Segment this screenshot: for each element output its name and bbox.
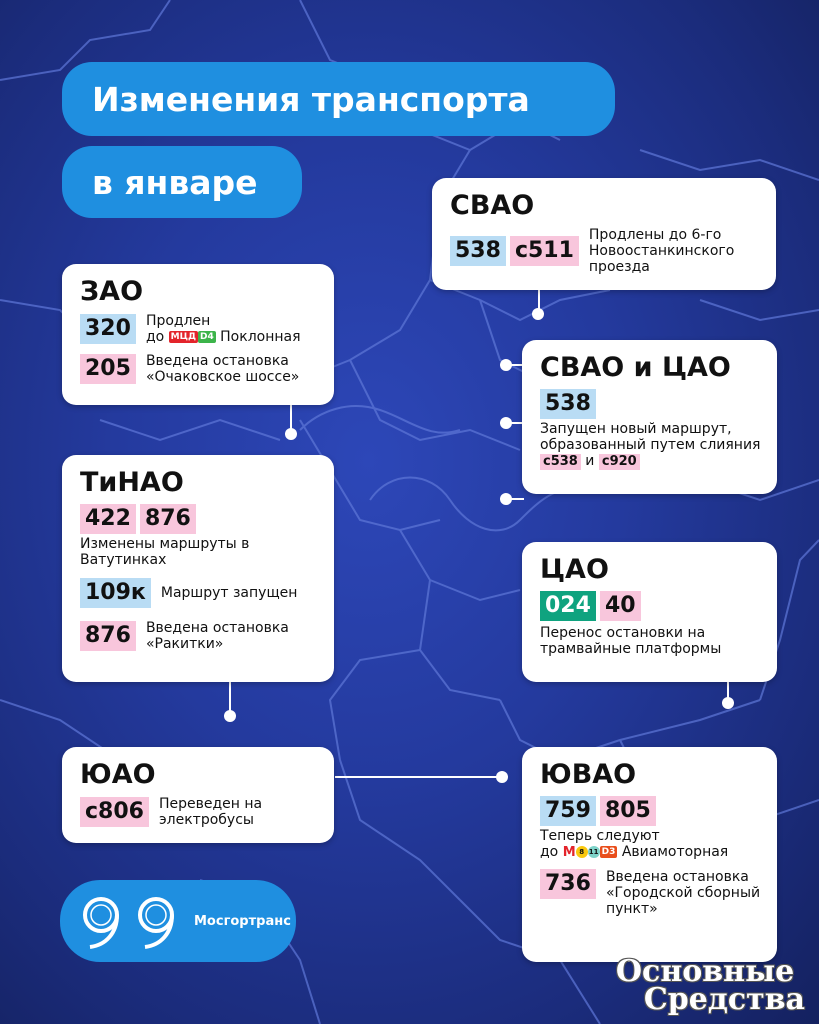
watermark-line1: Основные bbox=[615, 954, 795, 989]
card-yuao-heading: ЮАО bbox=[80, 759, 156, 790]
card-yuao-desc: Переведен на электробусы bbox=[158, 796, 263, 828]
route-tag: 024 bbox=[540, 591, 596, 621]
card-yuao bbox=[62, 747, 334, 843]
card-svao bbox=[432, 178, 776, 290]
desc-text: Теперь следуют bbox=[540, 828, 660, 844]
route-tag: с511 bbox=[510, 236, 579, 266]
desc-text: Запущен новый маршрут, образованный путем слияния bbox=[540, 421, 761, 453]
card-tinao-desc-3: Введена остановка «Ракитки» bbox=[145, 620, 289, 652]
card-zao-desc-2: Введена остановка «Очаковское шоссе» bbox=[145, 353, 300, 385]
title-line2 bbox=[62, 146, 302, 218]
card-cao-desc: Перенос остановки на трамвайные платформы bbox=[540, 625, 722, 657]
line-11-icon: 11 bbox=[588, 848, 599, 856]
card-zao-desc-1 bbox=[146, 313, 301, 345]
route-tag: 109к bbox=[80, 578, 151, 608]
card-svao-desc: Продлены до 6-го Новоостанкинского проезда bbox=[588, 227, 735, 275]
card-zao bbox=[62, 264, 334, 405]
mcd-logo-icon: МЦД bbox=[170, 332, 196, 342]
card-svao-cao bbox=[522, 340, 777, 494]
route-tag-inline: с538 bbox=[540, 454, 581, 470]
card-tinao bbox=[62, 455, 334, 682]
watermark bbox=[615, 954, 805, 1017]
route-tag: 736 bbox=[540, 869, 596, 899]
card-cao-heading: ЦАО bbox=[540, 554, 609, 585]
card-cao bbox=[522, 542, 777, 682]
card-svao-cao-desc bbox=[540, 421, 763, 470]
title-text-2: в январе bbox=[92, 162, 258, 202]
title-line1 bbox=[62, 62, 615, 136]
route-tag: с806 bbox=[80, 797, 149, 827]
title-text-1: Изменения транспорта bbox=[92, 79, 530, 119]
card-svao-heading: СВАО bbox=[450, 190, 535, 221]
route-tag: 876 bbox=[80, 621, 136, 651]
card-yuvao-heading: ЮВАО bbox=[540, 759, 637, 790]
desc-text: Продлен bbox=[145, 313, 211, 329]
desc-text: Поклонная bbox=[220, 329, 301, 345]
desc-text: и bbox=[585, 453, 595, 469]
route-tag: 759 bbox=[540, 796, 596, 826]
route-tag: 40 bbox=[600, 591, 641, 621]
route-tag: 422 bbox=[80, 504, 136, 534]
route-tag: 205 bbox=[80, 354, 136, 384]
line-8-icon: 8 bbox=[576, 846, 588, 858]
route-tag: 538 bbox=[450, 236, 506, 266]
card-tinao-desc-1: Изменены маршруты в Ватутинках bbox=[80, 536, 250, 568]
metro-logo-icon: М bbox=[562, 845, 576, 860]
route-tag-inline: с920 bbox=[599, 454, 640, 470]
desc-text: до bbox=[540, 844, 559, 860]
card-tinao-desc-2: Маршрут запущен bbox=[160, 585, 298, 601]
card-yuvao bbox=[522, 747, 777, 962]
route-tag: 538 bbox=[540, 389, 596, 419]
route-tag: 320 bbox=[80, 314, 136, 344]
card-yuvao-desc-1 bbox=[540, 828, 763, 861]
card-zao-heading: ЗАО bbox=[80, 276, 144, 307]
route-tag: 805 bbox=[600, 796, 656, 826]
card-yuvao-desc-2: Введена остановка «Городской сборный пункт» bbox=[605, 869, 761, 917]
desc-text: до bbox=[145, 329, 165, 345]
watermark-line2: Средства bbox=[643, 982, 805, 1017]
desc-text: Авиамоторная bbox=[621, 844, 729, 860]
logo-brand-text: Мосгортранс bbox=[194, 913, 291, 929]
card-tinao-heading: ТиНАО bbox=[80, 467, 184, 498]
mosgortrans-logo bbox=[60, 880, 296, 962]
d3-line-icon: D3 bbox=[601, 847, 616, 857]
route-tag: 876 bbox=[140, 504, 196, 534]
d4-line-icon: D4 bbox=[199, 332, 214, 342]
card-svao-cao-heading: СВАО и ЦАО bbox=[540, 352, 731, 383]
anniversary-99-icon bbox=[76, 893, 186, 949]
